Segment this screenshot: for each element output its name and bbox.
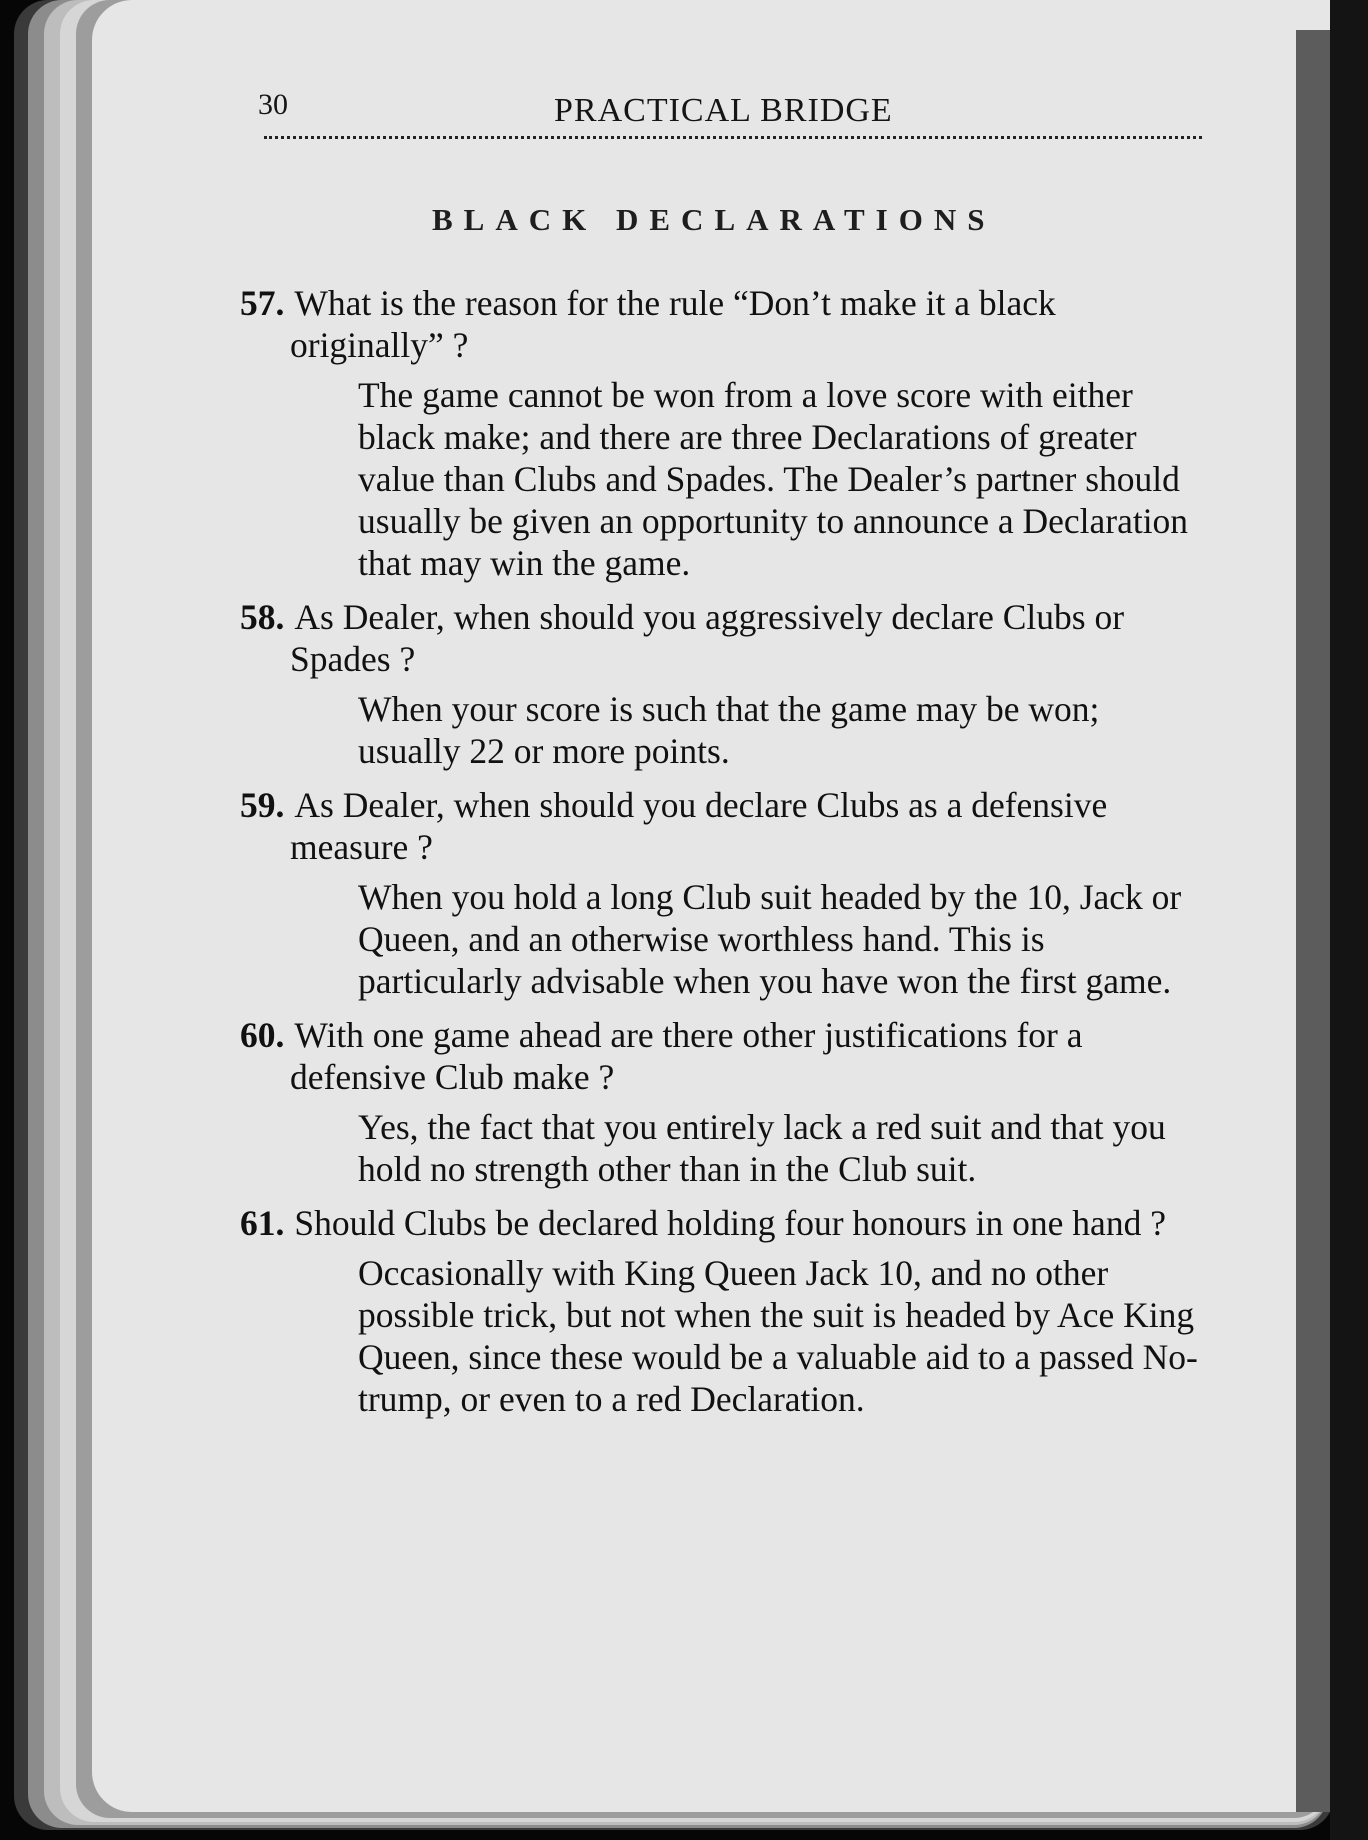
qa-item-57 (240, 282, 1200, 584)
page-number: 30 (258, 88, 288, 121)
question (240, 282, 1200, 366)
qa-item-58 (240, 596, 1200, 772)
book-gutter-shadow (1330, 0, 1368, 1840)
question (240, 1014, 1200, 1098)
question (240, 596, 1200, 680)
qa-item-59 (240, 784, 1200, 1002)
question-number: 60. (240, 1015, 285, 1055)
question-text: As Dealer, when should you declare Clubs as a defensive measure ? (290, 785, 1108, 867)
answer: The game cannot be won from a love score with either black make; and there are three Declarations of greater value than Clubs and Spades. The Dealer’s partner should usually be given an opportunity to announce a Declaration that may win the game. (358, 375, 1189, 583)
question-number: 57. (240, 283, 285, 323)
section-heading: BLACK DECLARATIONS (432, 202, 996, 237)
qa-item-60 (240, 1014, 1200, 1190)
question-number: 59. (240, 785, 285, 825)
question-text: What is the reason for the rule “Don’t make it a black originally” ? (290, 283, 1056, 365)
question-text: Should Clubs be declared holding four honours in one hand ? (294, 1203, 1166, 1243)
answer: Yes, the fact that you entirely lack a red suit and that you hold no strength other than in the Club suit. (358, 1107, 1166, 1189)
header-rule (264, 136, 1202, 139)
qa-item-61 (240, 1202, 1200, 1420)
answer: Occasionally with King Queen Jack 10, and no other possible trick, but not when the suit is headed by Ace King Queen, since these would be a valuable aid to a passed No-trump, or even to a red Declaration. (358, 1253, 1198, 1419)
question (240, 784, 1200, 868)
answer: When your score is such that the game may be won; usually 22 or more points. (358, 689, 1100, 771)
question-text: As Dealer, when should you aggressively declare Clubs or Spades ? (290, 597, 1125, 679)
question-text: With one game ahead are there other justifications for a defensive Club make ? (290, 1015, 1083, 1097)
question-number: 58. (240, 597, 285, 637)
question-number: 61. (240, 1203, 285, 1243)
page-header (258, 88, 1203, 136)
running-title: PRACTICAL BRIDGE (554, 92, 893, 129)
question (240, 1202, 1200, 1244)
qa-list (240, 282, 1200, 1432)
answer: When you hold a long Club suit headed by the 10, Jack or Queen, and an otherwise worthless hand. This is particularly advisable when you have won the first game. (358, 877, 1182, 1001)
book-gutter (1296, 30, 1330, 1812)
